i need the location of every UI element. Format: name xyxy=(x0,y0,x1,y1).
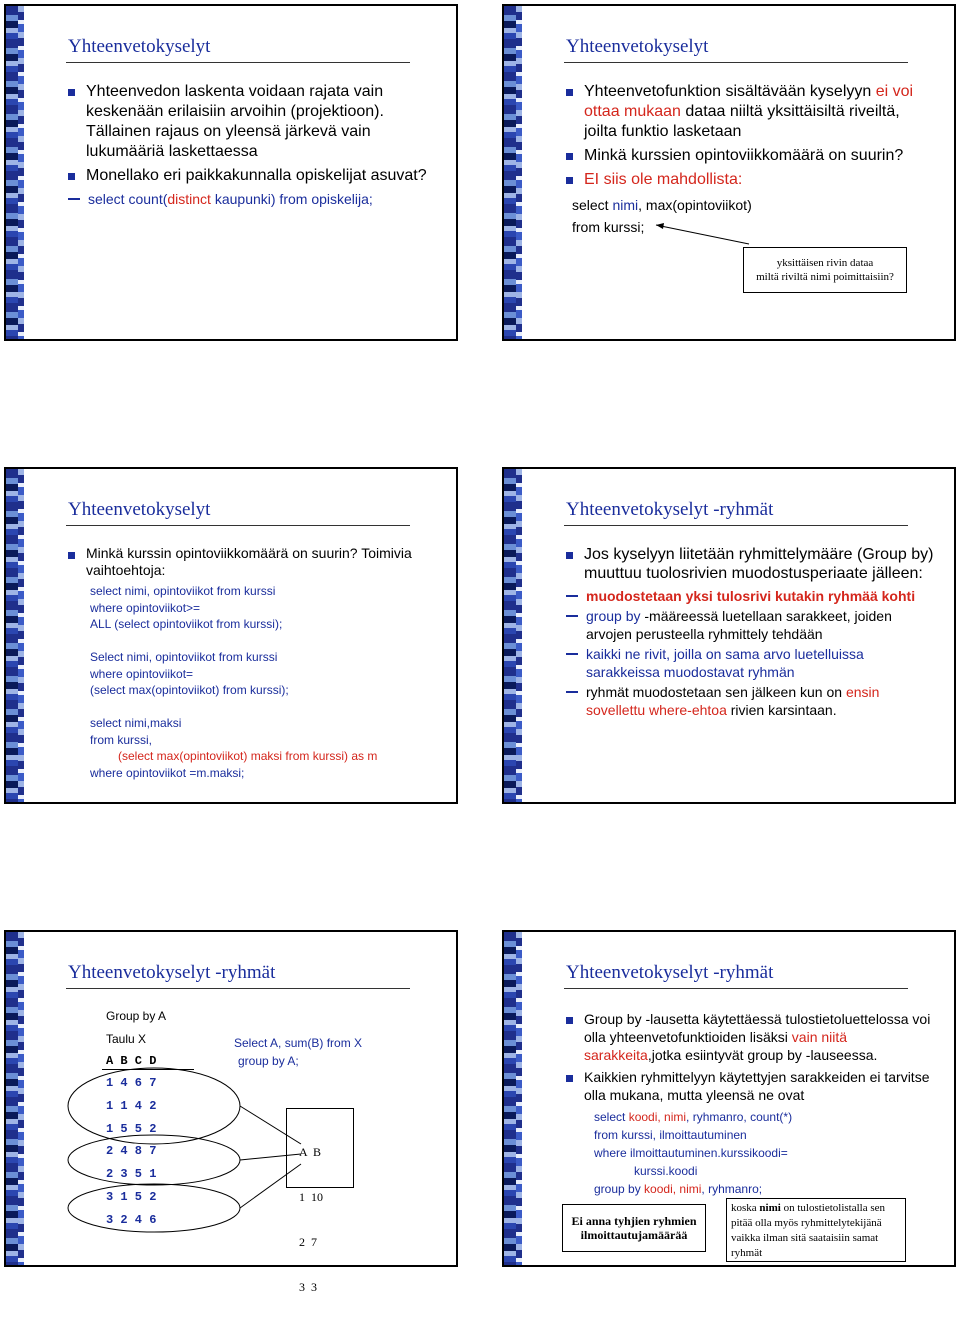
callout-box: yksittäisen rivin dataa miltä riviltä nimi poimittaisiin? xyxy=(743,247,907,293)
decorative-strip xyxy=(504,932,516,1265)
bullet: EI siis ole mahdollista: xyxy=(566,170,936,190)
sub-bullet: group by -määreessä luetellaan sarakkeet, joiden arvojen perusteella ryhmittely tehdään xyxy=(566,607,936,643)
code-block: select koodi, nimi, ryhmanro, count(*) from kurssi, ilmoittautuminen where ilmoittautuminen.kurssikoodi= kurssi.koodi group by koodi, nimi, ryhmanro; xyxy=(594,1110,793,1196)
sub-bullet: muodostetaan yksi tulosrivi kutakin ryhmää kohti xyxy=(566,587,936,605)
slide-content xyxy=(566,545,936,721)
decorative-strip xyxy=(504,469,516,802)
slide-4 xyxy=(502,467,956,804)
code-text: kaupunki) from opiskelija; xyxy=(210,191,373,207)
result-table: A B 1 10 2 7 3 3 xyxy=(286,1108,354,1188)
table-row: 3 2 4 6 xyxy=(106,1213,157,1227)
highlight: ei voi ottaa mukaan xyxy=(584,83,914,120)
table-row: 1 1 4 2 xyxy=(106,1099,157,1113)
slide-title: Yhteenvetokyselyt xyxy=(68,499,211,520)
table-row: 1 4 6 7 xyxy=(106,1076,157,1090)
title-rule xyxy=(66,62,410,63)
bullet: Group by -lausetta käytettäessä tulostietoluettelossa voi olla yhteenvetofunktioiden lisäksi vain niitä sarakkeita,jotka esiintyvät group by -lauseessa. xyxy=(566,1010,936,1064)
group-diagram xyxy=(6,932,460,1269)
sub-bullet: kaikki ne rivit, joilla on sama arvo luetelluissa sarakkeissa muodostavat ryhmän xyxy=(566,645,936,681)
decorative-strip xyxy=(18,6,24,339)
text: dataa niiltä yksittäisiltä riveiltä, joilta funktio lasketaan xyxy=(584,103,900,140)
note-box: Ei anna tyhjien ryhmien ilmoittautujamäärää xyxy=(562,1204,706,1252)
note-box: koska nimi on tulostietolistalla sen pitää olla myös ryhmittelytekijänä vaikka ilman sitä saataisiin samat ryhmät xyxy=(726,1198,906,1262)
slide-2 xyxy=(502,4,956,341)
decorative-strip xyxy=(18,469,24,802)
bullet: Kaikkien ryhmittelyyn käytettyjen sarakkeiden ei tarvitse olla mukana, mutta yleensä ne ovat xyxy=(566,1068,936,1104)
slide-title: Yhteenvetokyselyt -ryhmät xyxy=(566,499,774,520)
query-line: Select A, sum(B) from X xyxy=(234,1036,363,1050)
bullet: Minkä kurssin opintoviikkomäärä on suurin? Toimivia vaihtoehtoja: xyxy=(68,545,438,579)
slide-title: Yhteenvetokyselyt xyxy=(68,36,211,57)
bullet: Jos kyselyyn liitetään ryhmittelymääre (Group by) muuttuu tuolosrivien muodostusperiaate jälleen: xyxy=(566,545,936,583)
code-line: from kurssi; xyxy=(572,219,645,235)
code-block: select nimi, opintoviikot from kurssi where opintoviikot>= ALL (select opintoviikot from kurssi); Select nimi, opintoviikot from kurssi where opintoviikot= (select max(opintoviikot) from kurssi); select nimi,maksi from kurssi, (select max(opintoviikot) maksi from kurssi) as m where opintoviikot =m.maksi; xyxy=(90,584,378,780)
code-text: select count( xyxy=(88,191,168,207)
bullet: Yhteenvedon laskenta voidaan rajata vain keskenään erilaisiin arvoihin (projektioon). Tällainen rajaus on yleensä järkevä vain lukumääriä laskettaessa xyxy=(68,82,438,162)
slide-content xyxy=(566,1010,936,1198)
code-line: select nimi, max(opintoviikot) xyxy=(572,197,752,213)
table-row: 1 5 5 2 xyxy=(106,1122,157,1136)
sub-bullet: ryhmät muodostetaan sen jälkeen kun on ensin sovellettu where-ehtoa rivien karsintaan. xyxy=(566,683,936,719)
slide-title: Yhteenvetokyselyt xyxy=(566,36,709,57)
table-row: 3 1 5 2 xyxy=(106,1190,157,1204)
decorative-strip xyxy=(516,469,522,802)
decorative-strip xyxy=(6,469,18,802)
query-line: group by A; xyxy=(238,1054,299,1068)
bullet: Minkä kurssien opintoviikkomäärä on suurin? xyxy=(566,146,936,166)
slide-content xyxy=(68,545,438,781)
table-row: 2 3 5 1 xyxy=(106,1167,157,1181)
slide-3 xyxy=(4,467,458,804)
bullet: Monellako eri paikkakunnalla opiskelijat asuvat? xyxy=(68,166,438,186)
text: Yhteenvetofunktion sisältävään kyselyyn xyxy=(584,83,876,100)
decorative-strip xyxy=(6,6,18,339)
slide-title: Yhteenvetokyselyt -ryhmät xyxy=(566,962,774,983)
slide-5 xyxy=(4,930,458,1294)
sub-bullet xyxy=(68,190,438,208)
slide-6 xyxy=(502,930,956,1267)
code-keyword: distinct xyxy=(167,191,211,207)
title-rule xyxy=(66,525,410,526)
decorative-strip xyxy=(516,932,522,1265)
table-header: A B C D xyxy=(106,1054,157,1068)
slide-content xyxy=(68,82,438,210)
slide-title: Yhteenvetokyselyt -ryhmät xyxy=(68,962,276,983)
title-rule xyxy=(564,525,908,526)
slide-1 xyxy=(4,4,458,341)
table-row: 2 4 8 7 xyxy=(106,1144,157,1158)
groupby-label: Group by A xyxy=(106,1009,167,1023)
title-rule xyxy=(564,988,908,989)
table-label: Taulu X xyxy=(106,1032,147,1046)
